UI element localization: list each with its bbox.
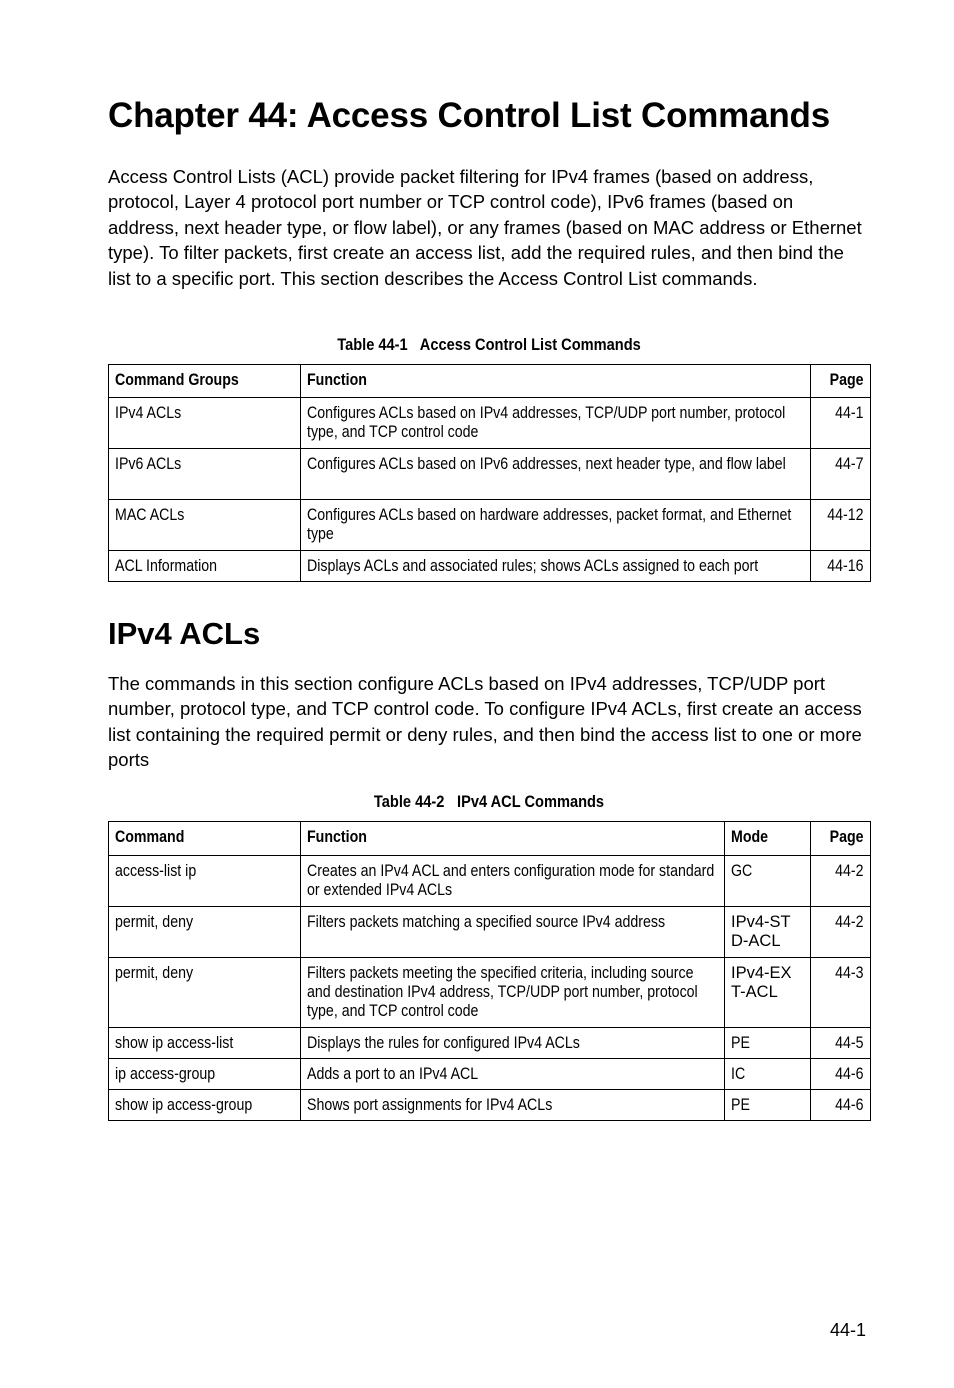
cell-command: access-list ip bbox=[109, 856, 301, 907]
table-row bbox=[109, 856, 871, 907]
header-mode: Mode bbox=[725, 822, 811, 856]
section-paragraph: The commands in this section configure ACLs based on IPv4 addresses, TCP/UDP port number, protocol type, and TCP control code. To configure IPv4 ACLs, first create an access list containing the required permit or deny rules, and then bind the access list to one or more ports bbox=[108, 673, 862, 771]
table1-caption-number: Table 44-1 bbox=[337, 335, 408, 354]
cell-page: 44-6 bbox=[811, 1059, 871, 1090]
cell-mode: IPv4-STD-ACL bbox=[725, 907, 811, 958]
table-row bbox=[109, 907, 871, 958]
cell-page: 44-1 bbox=[811, 398, 871, 449]
cell-group: IPv6 ACLs bbox=[109, 449, 301, 500]
cell-page: 44-7 bbox=[811, 449, 871, 500]
table-row bbox=[109, 500, 871, 551]
cell-mode: IPv4-EXT-ACL bbox=[725, 958, 811, 1028]
cell-group: MAC ACLs bbox=[109, 500, 301, 551]
header-function: Function bbox=[301, 822, 725, 856]
cell-mode: PE bbox=[725, 1090, 811, 1121]
header-page: Page bbox=[811, 365, 871, 398]
cell-page: 44-12 bbox=[811, 500, 871, 551]
cell-mode: PE bbox=[725, 1028, 811, 1059]
cell-function: Displays the rules for configured IPv4 ACLs bbox=[301, 1028, 725, 1059]
table-header-row bbox=[109, 365, 871, 398]
cell-page: 44-2 bbox=[811, 856, 871, 907]
cell-function: Shows port assignments for IPv4 ACLs bbox=[301, 1090, 725, 1121]
cell-function: Creates an IPv4 ACL and enters configuration mode for standard or extended IPv4 ACLs bbox=[301, 856, 725, 907]
cell-group: IPv4 ACLs bbox=[109, 398, 301, 449]
cell-mode: GC bbox=[725, 856, 811, 907]
table-row bbox=[109, 551, 871, 582]
header-command: Command bbox=[109, 822, 301, 856]
header-function: Function bbox=[301, 365, 811, 398]
table-row bbox=[109, 449, 871, 500]
cell-command: permit, deny bbox=[109, 907, 301, 958]
intro-paragraph: Access Control Lists (ACL) provide packet filtering for IPv4 frames (based on address, protocol, Layer 4 protocol port number or TCP control code), IPv6 frames (based on address, next header type, or flow label), or any frames (based on MAC address or Ethernet type). To filter packets, first create an access list, add the required rules, and then bind the list to a specific port. This section describes the Access Control List commands. bbox=[108, 166, 862, 289]
cell-page: 44-5 bbox=[811, 1028, 871, 1059]
table2-caption bbox=[161, 792, 816, 812]
cell-page: 44-6 bbox=[811, 1090, 871, 1121]
page-number: 44-1 bbox=[829, 1320, 866, 1340]
cell-mode: IC bbox=[725, 1059, 811, 1090]
table1-caption bbox=[161, 335, 816, 355]
header-command-groups: Command Groups bbox=[109, 365, 301, 398]
cell-command: ip access-group bbox=[109, 1059, 301, 1090]
table-row bbox=[109, 1090, 871, 1121]
cell-function: Filters packets matching a specified source IPv4 address bbox=[301, 907, 725, 958]
cell-command: show ip access-group bbox=[109, 1090, 301, 1121]
table-row bbox=[109, 1028, 871, 1059]
cell-function: Filters packets meeting the specified criteria, including source and destination IPv4 address, TCP/UDP port number, protocol type, and TCP control code bbox=[301, 958, 725, 1028]
table2-caption-title: IPv4 ACL Commands bbox=[457, 792, 605, 811]
cell-function: Adds a port to an IPv4 ACL bbox=[301, 1059, 725, 1090]
table-row bbox=[109, 1059, 871, 1090]
acl-command-groups-table bbox=[108, 364, 871, 582]
table-row bbox=[109, 958, 871, 1028]
table-header-row bbox=[109, 822, 871, 856]
cell-function: Configures ACLs based on IPv6 addresses, next header type, and flow label bbox=[301, 449, 811, 500]
cell-function: Configures ACLs based on IPv4 addresses, TCP/UDP port number, protocol type, and TCP control code bbox=[301, 398, 811, 449]
table2-caption-number: Table 44-2 bbox=[373, 792, 445, 811]
cell-function: Configures ACLs based on hardware addresses, packet format, and Ethernet type bbox=[301, 500, 811, 551]
section-title: IPv4 ACLs bbox=[108, 616, 261, 651]
cell-command: permit, deny bbox=[109, 958, 301, 1028]
cell-group: ACL Information bbox=[109, 551, 301, 582]
chapter-title: Chapter 44: Access Control List Commands bbox=[108, 96, 830, 135]
cell-page: 44-2 bbox=[811, 907, 871, 958]
ipv4-acl-commands-table bbox=[108, 821, 871, 1121]
cell-function: Displays ACLs and associated rules; shows ACLs assigned to each port bbox=[301, 551, 811, 582]
header-page: Page bbox=[811, 822, 871, 856]
table-row bbox=[109, 398, 871, 449]
cell-page: 44-3 bbox=[811, 958, 871, 1028]
cell-command: show ip access-list bbox=[109, 1028, 301, 1059]
table1-caption-title: Access Control List Commands bbox=[419, 335, 641, 354]
cell-page: 44-16 bbox=[811, 551, 871, 582]
